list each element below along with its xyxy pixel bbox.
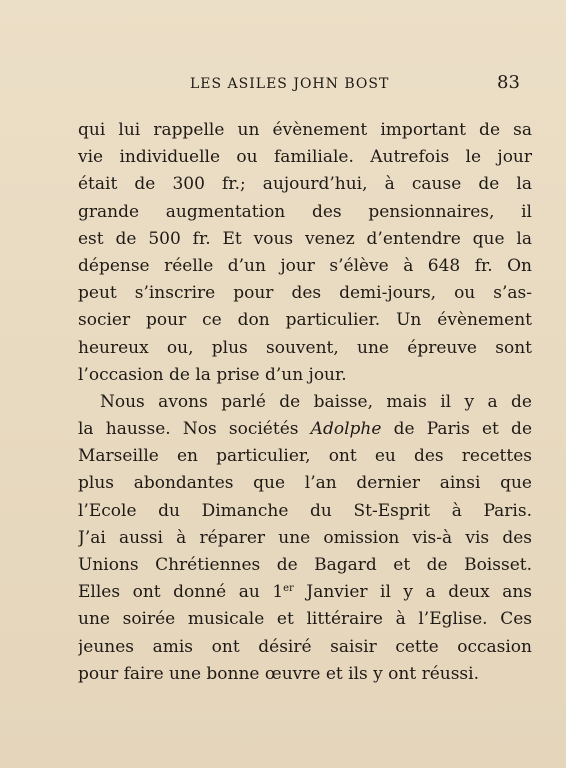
running-title: LES ASILES JOHN BOST [190, 76, 390, 92]
text-line [78, 416, 532, 443]
text-line: grande augmentation des pensionnaires, il [78, 201, 532, 222]
text-line: était de 300 fr.; aujourd’hui, à cause de la [78, 174, 532, 195]
text-line: est de 500 fr. Et vous venez d’entendre que la [78, 228, 532, 249]
italic-society-name: Adolphe [310, 419, 382, 440]
text-line: dépense réelle d’un jour s’élève à 648 fr. On [78, 255, 532, 276]
text-segment: Janvier il y a deux ans [306, 582, 532, 603]
page-number: 83 [497, 72, 520, 93]
text-line: jeunes amis ont désiré saisir cette occasion [78, 636, 532, 657]
text-line: heureux ou, plus souvent, une épreuve sont [78, 337, 532, 358]
superscript: er [283, 583, 294, 595]
text-line: une soirée musicale et littéraire à l’Eglise. Ces [78, 609, 532, 630]
text-line: l’Ecole du Dimanche du St-Esprit à Paris. [78, 500, 532, 521]
text-line [78, 579, 532, 606]
text-line: l’occasion de la prise d’un jour. [78, 364, 347, 385]
body-text [78, 117, 532, 688]
text-line: Nous avons parlé de baisse, mais il y a de [100, 391, 532, 412]
text-line: J’ai aussi à réparer une omission vis-à vis des [78, 527, 532, 548]
text-segment: Elles ont donné au 1 [78, 582, 284, 603]
text-line: Unions Chrétiennes de Bagard et de Boisset. [78, 555, 532, 575]
page-header [0, 72, 566, 98]
text-line: Marseille en particulier, ont eu des recettes [78, 446, 532, 467]
text-line: peut s’inscrire pour des demi-jours, ou s’as- [78, 283, 532, 304]
text-segment: de Paris et de [393, 419, 532, 440]
paragraph-1 [78, 117, 532, 389]
text-segment: la hausse. Nos sociétés [78, 419, 299, 440]
text-line: pour faire une bonne œuvre et ils y ont réussi. [78, 663, 479, 684]
text-line: vie individuelle ou familiale. Autrefois le jour [78, 147, 532, 168]
text-line: qui lui rappelle un évènement important de sa [78, 120, 532, 140]
text-line: socier pour ce don particulier. Un évènement [78, 310, 532, 331]
text-line: plus abondantes que l’an dernier ainsi que [78, 473, 532, 494]
paragraph-2 [78, 389, 532, 688]
